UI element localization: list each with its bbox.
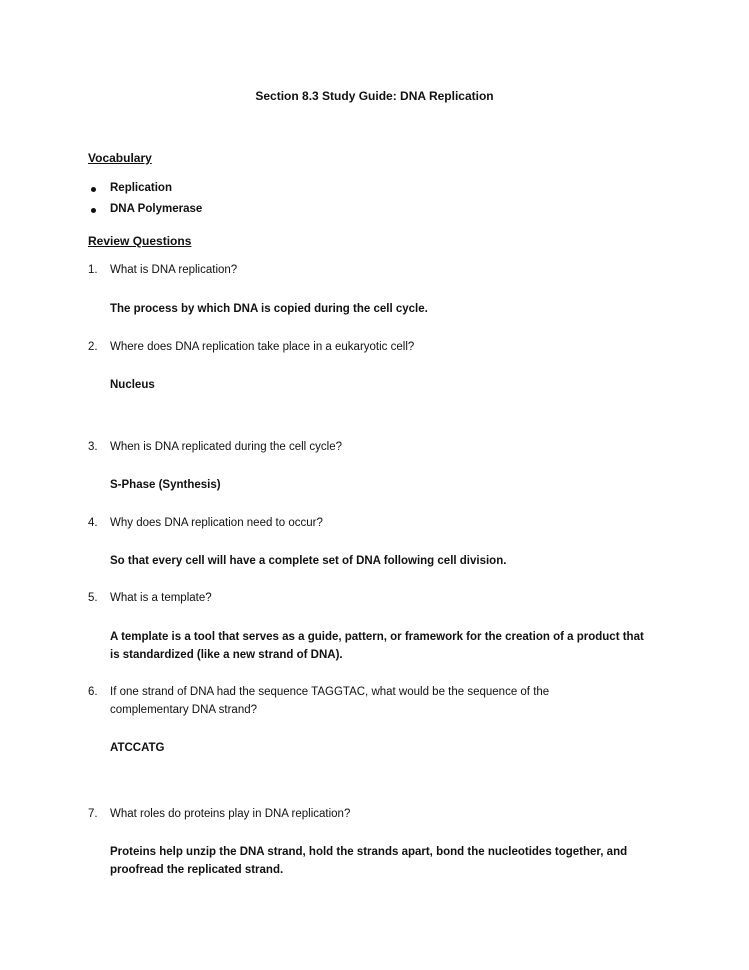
vocabulary-heading: Vocabulary <box>88 151 152 165</box>
page-title: Section 8.3 Study Guide: DNA Replication <box>255 89 494 103</box>
question-text: What is a template? <box>110 592 212 604</box>
answer-text: Nucleus <box>110 379 155 391</box>
answer-text: The process by which DNA is copied during the cell cycle. <box>110 303 428 315</box>
answer-text: A template is a tool that serves as a guide, pattern, or framework for the creation of a product that is standardized (like a new strand of DNA). <box>110 631 644 661</box>
question-number: 4. <box>88 517 98 529</box>
question-number: 7. <box>88 808 98 820</box>
answer-text: Proteins help unzip the DNA strand, hold the strands apart, bond the nucleotides together, and proofread the replicated strand. <box>110 846 628 876</box>
question-number: 6. <box>88 686 98 698</box>
question-number: 5. <box>88 592 98 604</box>
answer-text: S-Phase (Synthesis) <box>110 479 221 491</box>
review-questions-heading: Review Questions <box>88 234 192 248</box>
question-text: Why does DNA replication need to occur? <box>110 517 323 529</box>
question-text: What roles do proteins play in DNA replication? <box>110 808 351 820</box>
vocabulary-item: Replication <box>110 182 172 194</box>
question-number: 3. <box>88 441 98 453</box>
bullet-icon <box>91 208 96 213</box>
question-text: Where does DNA replication take place in a eukaryotic cell? <box>110 341 415 353</box>
question-text: If one strand of DNA had the sequence TAGGTAC, what would be the sequence of the complementary DNA strand? <box>110 686 550 716</box>
question-text: When is DNA replicated during the cell cycle? <box>110 441 343 453</box>
bullet-icon <box>91 187 96 192</box>
answer-text: So that every cell will have a complete set of DNA following cell division. <box>110 555 507 567</box>
question-number: 1. <box>88 264 98 276</box>
answer-text: ATCCATG <box>110 742 165 754</box>
vocabulary-item: DNA Polymerase <box>110 203 203 215</box>
question-number: 2. <box>88 341 98 353</box>
question-text: What is DNA replication? <box>110 264 238 276</box>
